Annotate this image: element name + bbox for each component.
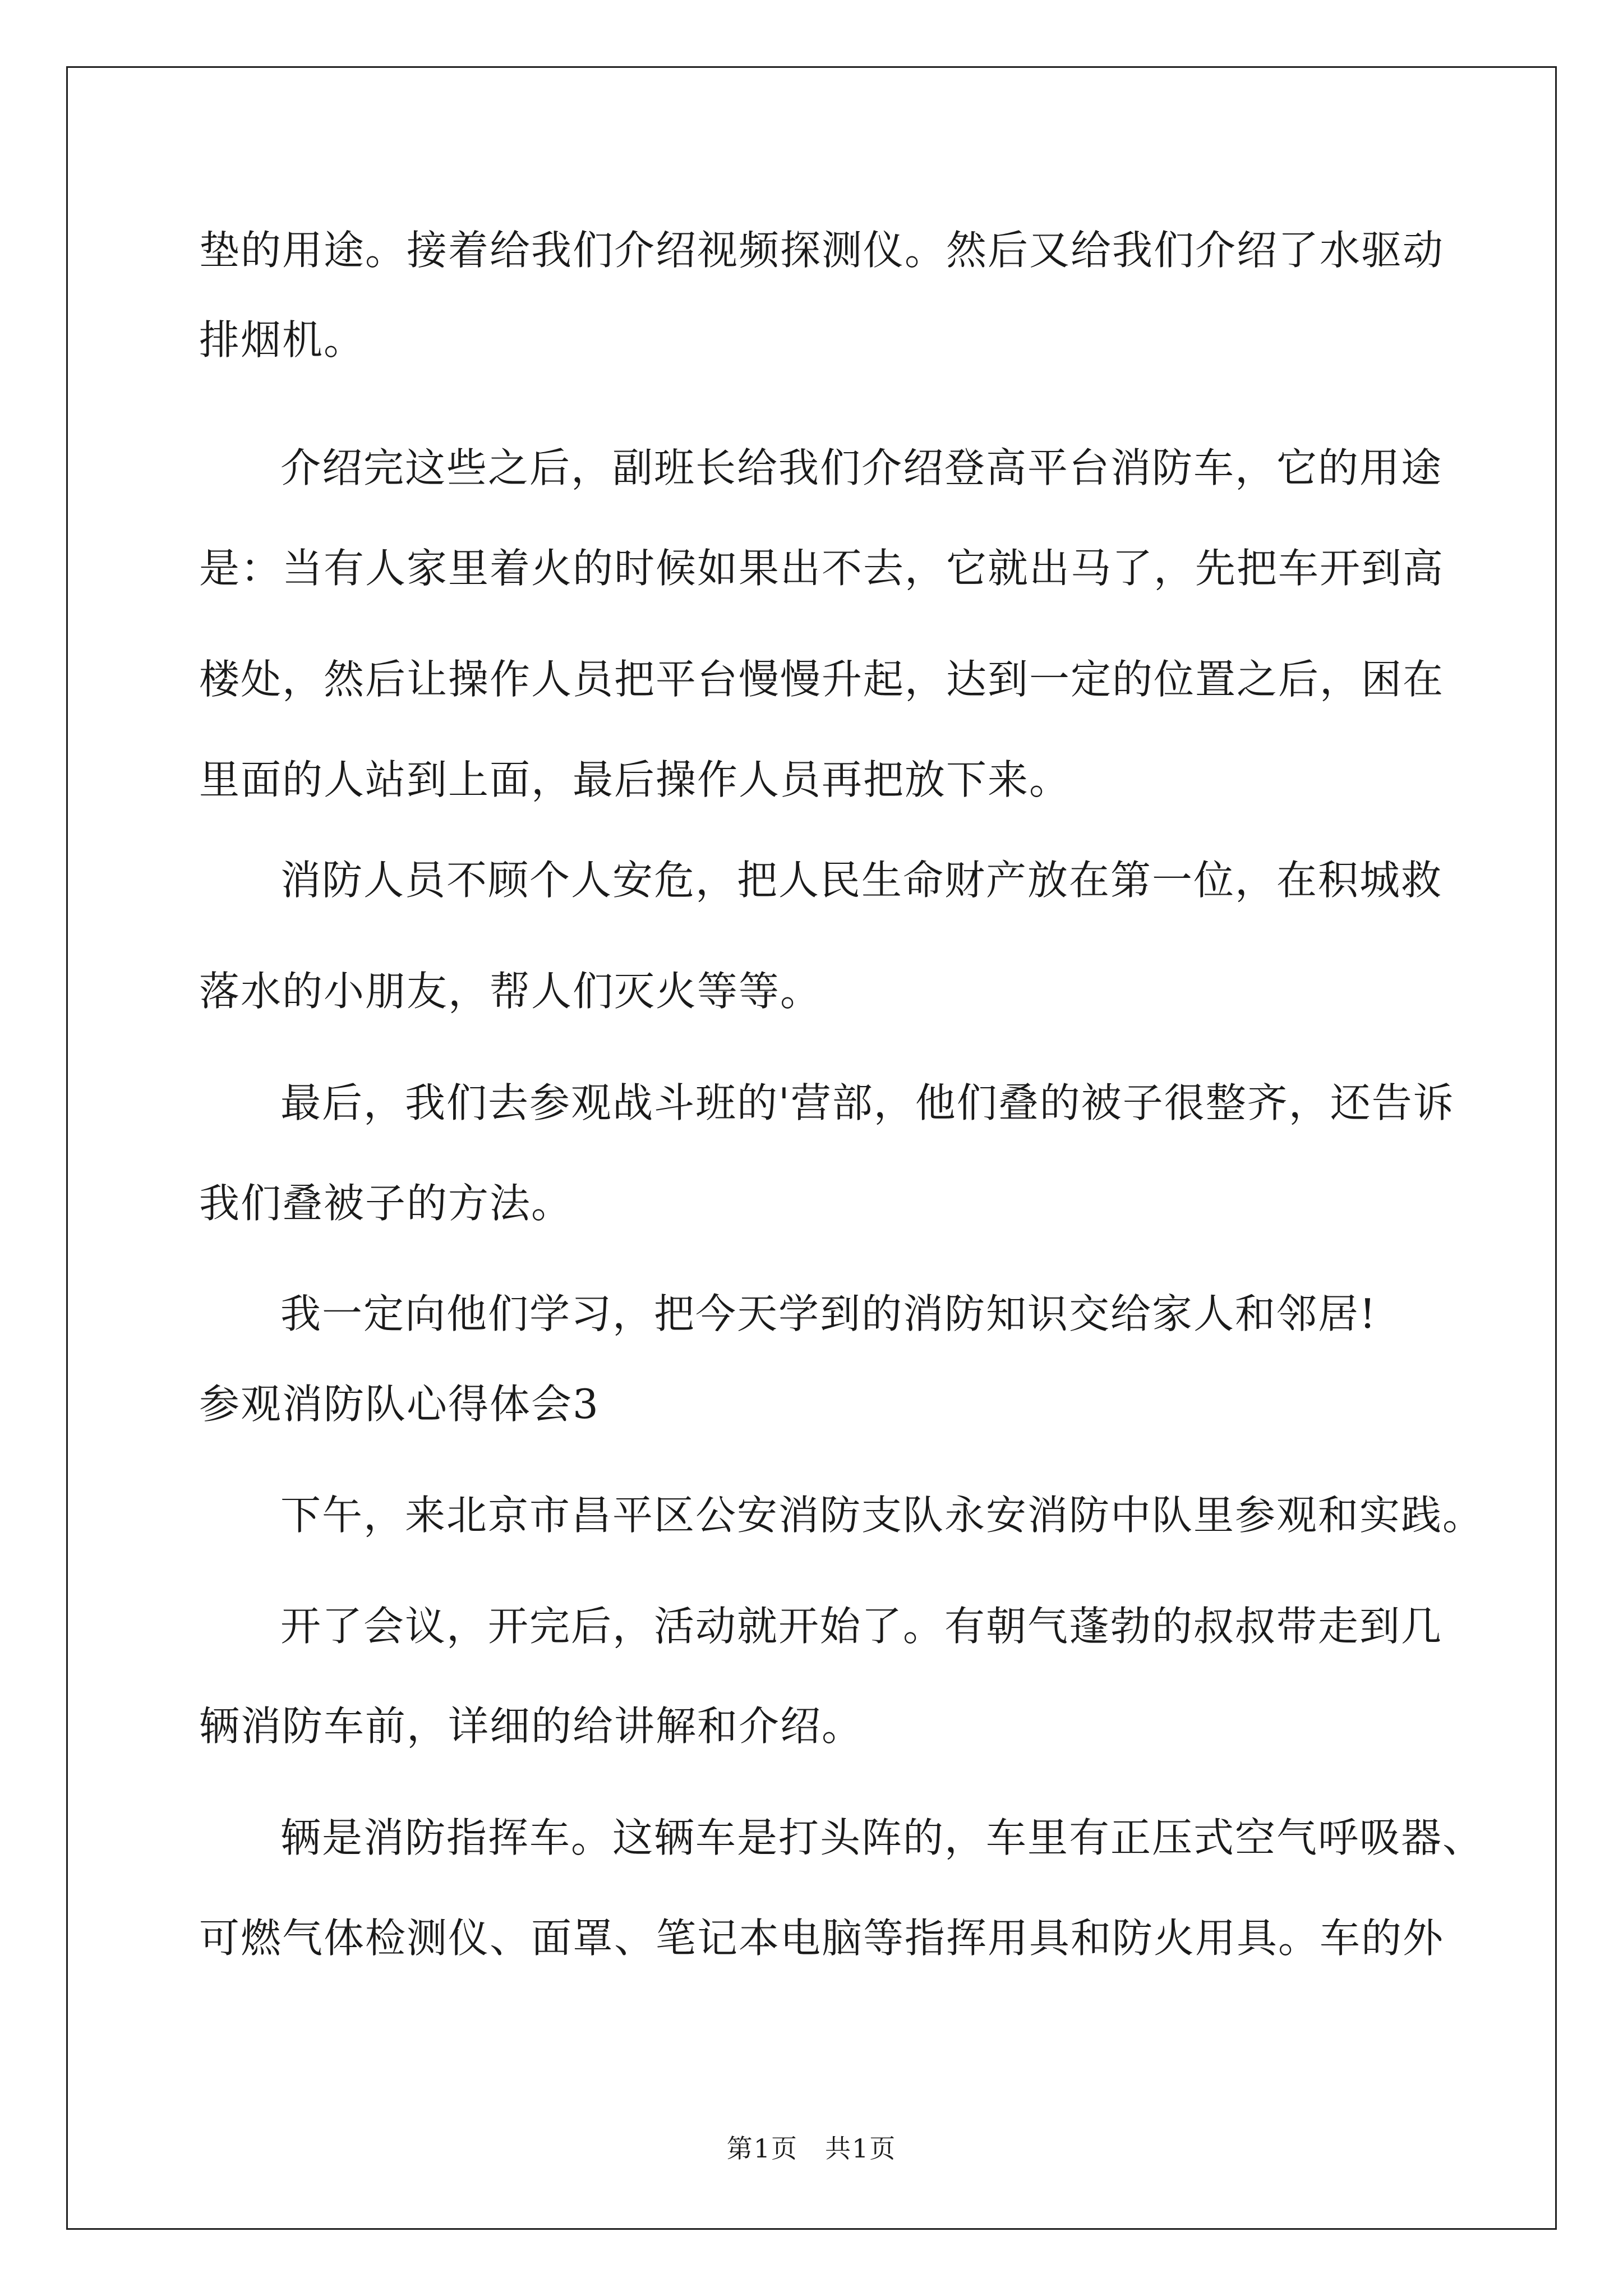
text-line: 排烟机。 [199,316,366,364]
text-line: 介绍完这些之后，副班长给我们介绍登高平台消防车，它的用途 [280,444,1443,491]
text-line: 消防人员不顾个人安危，把人民生命财产放在第一位，在积城救 [280,857,1443,904]
text-line: 可燃气体检测仪、面罩、笔记本电脑等指挥用具和防火用具。车的外 [199,1915,1445,1962]
text-line: 辆消防车前，详细的给讲解和介绍。 [199,1703,864,1750]
section-heading: 参观消防队心得体会3 [199,1381,600,1428]
text-line: 垫的用途。接着给我们介绍视频探测仪。然后又给我们介绍了水驱动 [199,227,1445,274]
text-line: 是：当有人家里着火的时候如果出不去，它就出马了，先把车开到高 [199,545,1445,592]
text-line: 落水的小朋友，帮人们灭火等等。 [199,968,822,1015]
text-line: 里面的人站到上面，最后操作人员再把放下来。 [199,756,1071,803]
page-footer: 第1页 共1页 [726,2133,897,2164]
text-line: 下午，来北京市昌平区公安消防支队永安消防中队里参观和实践。 [280,1492,1484,1539]
text-line: 辆是消防指挥车。这辆车是打头阵的，车里有正压式空气呼吸器、 [280,1814,1484,1861]
text-line: 楼处，然后让操作人员把平台慢慢升起，达到一定的位置之后，困在 [199,656,1445,703]
text-line: 开了会议，开完后，活动就开始了。有朝气蓬勃的叔叔带走到几 [280,1603,1443,1650]
text-line: 我们叠被子的方法。 [199,1180,573,1227]
page-border [66,66,1557,2230]
text-line: 最后，我们去参观战斗班的'营部，他们叠的被子很整齐，还告诉 [280,1079,1455,1126]
text-line: 我一定向他们学习，把今天学到的消防知识交给家人和邻居! [280,1290,1377,1337]
